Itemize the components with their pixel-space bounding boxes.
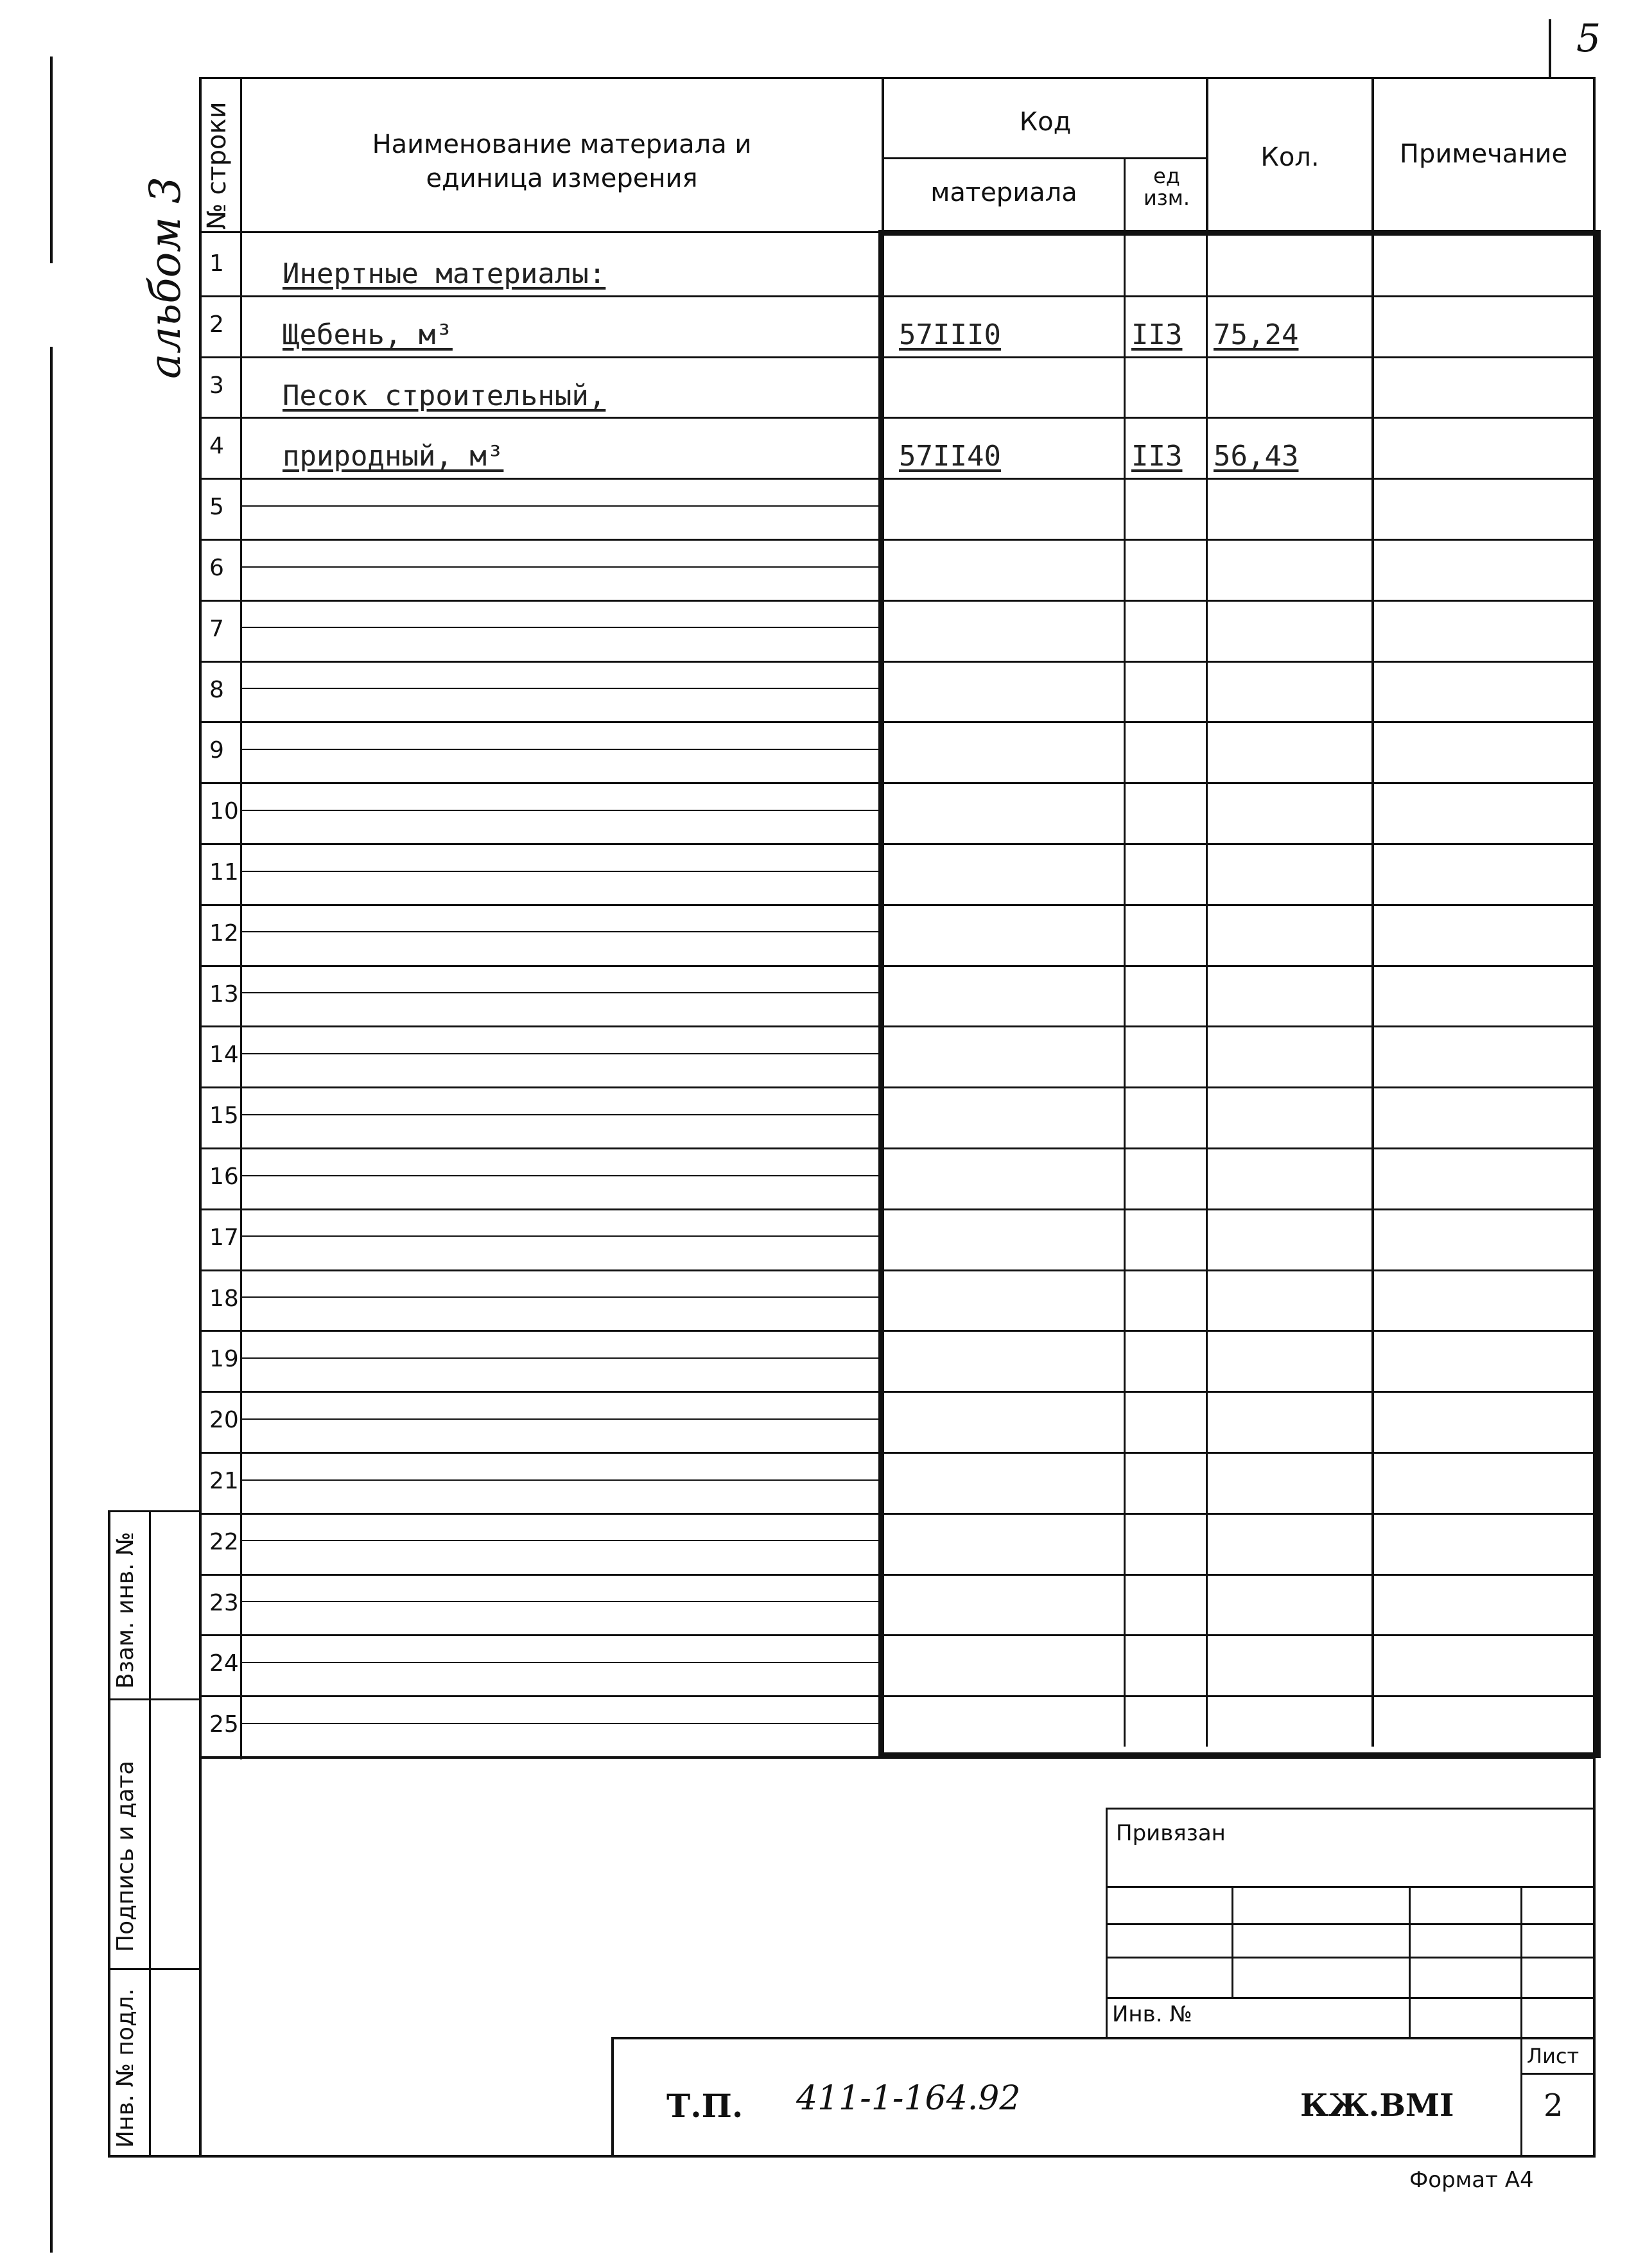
row-number: 12 — [209, 920, 239, 946]
row-number: 17 — [209, 1225, 239, 1251]
table-row-subline — [242, 1601, 882, 1602]
row-material-code: 57ІІ40 — [899, 440, 1001, 473]
table-row-subline — [242, 1235, 882, 1237]
side-inv-podl: Инв. № подл. — [112, 1988, 139, 2148]
row-number: 25 — [209, 1711, 239, 1738]
unit-col-header-line — [1124, 157, 1126, 234]
table-row-subline — [242, 749, 882, 750]
code-sub-line — [882, 157, 1207, 159]
row-name: Инертные материалы: — [283, 257, 606, 290]
header-code-material: материала — [930, 178, 1077, 207]
stamp-list-label: Лист — [1527, 2044, 1580, 2068]
stamp-grid-v3 — [1520, 1886, 1522, 2156]
header-code-unit: ед изм. — [1143, 164, 1190, 210]
stamp-grid-v1 — [1232, 1886, 1233, 1997]
side-vzam-inv: Взам. инв. № — [112, 1531, 139, 1689]
row-number: 8 — [209, 677, 224, 703]
stamp-list-value: 2 — [1544, 2088, 1563, 2124]
row-number: 21 — [209, 1468, 239, 1494]
row-number: 16 — [209, 1164, 239, 1190]
stamp-main-left — [611, 2037, 614, 2158]
header-note: Примечание — [1399, 139, 1568, 169]
stamp-tp-number: 411-1-164.92 — [796, 2079, 1021, 2118]
row-number: 10 — [209, 798, 239, 824]
header-code: Код — [1019, 107, 1072, 137]
body-unit-col-line — [1124, 234, 1126, 1747]
margin-tick-1 — [50, 263, 53, 347]
row-number: 15 — [209, 1103, 239, 1129]
side-stamp-mid — [149, 1510, 151, 2158]
row-number: 1 — [209, 250, 224, 277]
row-number: 24 — [209, 1650, 239, 1677]
table-row-subline — [242, 1479, 882, 1481]
left-margin-line — [50, 57, 53, 2253]
stamp-doc-code: КЖ.ВМІ — [1300, 2088, 1454, 2124]
sheet-corner-number: 5 — [1576, 16, 1601, 61]
row-number: 2 — [209, 311, 224, 338]
row-name: Песок строительный, — [283, 379, 606, 412]
table-row-subline — [242, 1540, 882, 1541]
table-row-subline — [242, 1418, 882, 1420]
row-unit-code: ІІ3 — [1131, 440, 1183, 473]
handwritten-album-note: альбом 3 — [141, 176, 190, 379]
header-name-line1: Наименование материала и — [372, 130, 752, 159]
row-number: 11 — [209, 859, 239, 885]
table-row-subline — [242, 871, 882, 872]
row-number: 5 — [209, 494, 224, 520]
row-number: 4 — [209, 433, 224, 459]
stamp-list-div — [1520, 2073, 1596, 2075]
row-qty: 56,43 — [1214, 440, 1299, 473]
table-row-subline — [242, 1175, 882, 1176]
row-number: 13 — [209, 981, 239, 1008]
side-stamp-top — [108, 1510, 199, 1512]
row-number: 7 — [209, 616, 224, 642]
table-row-subline — [242, 627, 882, 628]
row-number: 9 — [209, 737, 224, 763]
row-number: 3 — [209, 372, 224, 399]
row-name: Щебень, м³ — [283, 318, 453, 351]
code-col-line — [882, 77, 884, 234]
table-row-subline — [242, 1114, 882, 1115]
table-row-subline — [242, 1357, 882, 1359]
header-qty: Кол. — [1260, 143, 1319, 172]
format-label: Формат А4 — [1409, 2167, 1534, 2193]
stamp-inv-no: Инв. № — [1112, 2002, 1192, 2027]
row-number: 22 — [209, 1529, 239, 1555]
thick-data-box — [878, 230, 1601, 1758]
body-note-col-line — [1371, 234, 1374, 1747]
row-number: 23 — [209, 1590, 239, 1616]
row-material-code: 57ІІІ0 — [899, 318, 1001, 351]
table-row-subline — [242, 810, 882, 811]
corner-tick — [1549, 19, 1551, 77]
table-row-subline — [242, 992, 882, 993]
stamp-privyazan: Привязан — [1116, 1820, 1226, 1846]
side-stamp-div1 — [108, 1698, 199, 1700]
table-row-subline — [242, 1053, 882, 1054]
stamp-grid-v2 — [1409, 1886, 1411, 2039]
side-stamp-div2 — [108, 1968, 199, 1970]
frame-bottom-border — [108, 2155, 1596, 2158]
table-bottom-line — [199, 1756, 1596, 1759]
stamp-privyazan-top — [1106, 1808, 1596, 1810]
row-number: 20 — [209, 1407, 239, 1433]
row-number: 6 — [209, 555, 224, 581]
row-unit-code: ІІ3 — [1131, 318, 1183, 351]
row-qty: 75,24 — [1214, 318, 1299, 351]
row-number: 19 — [209, 1346, 239, 1372]
row-number: 18 — [209, 1286, 239, 1312]
header-name-line2: единица измерения — [426, 164, 698, 193]
body-qty-col-line — [1206, 234, 1208, 1747]
stamp-main-top — [611, 2037, 1596, 2039]
row-name: природный, м³ — [283, 440, 504, 473]
table-row-subline — [242, 931, 882, 932]
frame-top-border — [199, 77, 1596, 79]
table-row-subline — [242, 505, 882, 507]
stamp-tp-label: Т.П. — [666, 2087, 744, 2125]
table-row-subline — [242, 688, 882, 689]
side-podpis-data: Подпись и дата — [112, 1760, 139, 1952]
table-row-subline — [242, 566, 882, 568]
table-row-subline — [242, 1662, 882, 1663]
header-row-no: № строки — [202, 101, 232, 230]
row-number: 14 — [209, 1042, 239, 1068]
table-row-subline — [242, 1296, 882, 1298]
frame-left-border — [199, 77, 202, 2158]
side-stamp-left — [108, 1510, 110, 2158]
table-row-subline — [242, 1723, 882, 1724]
